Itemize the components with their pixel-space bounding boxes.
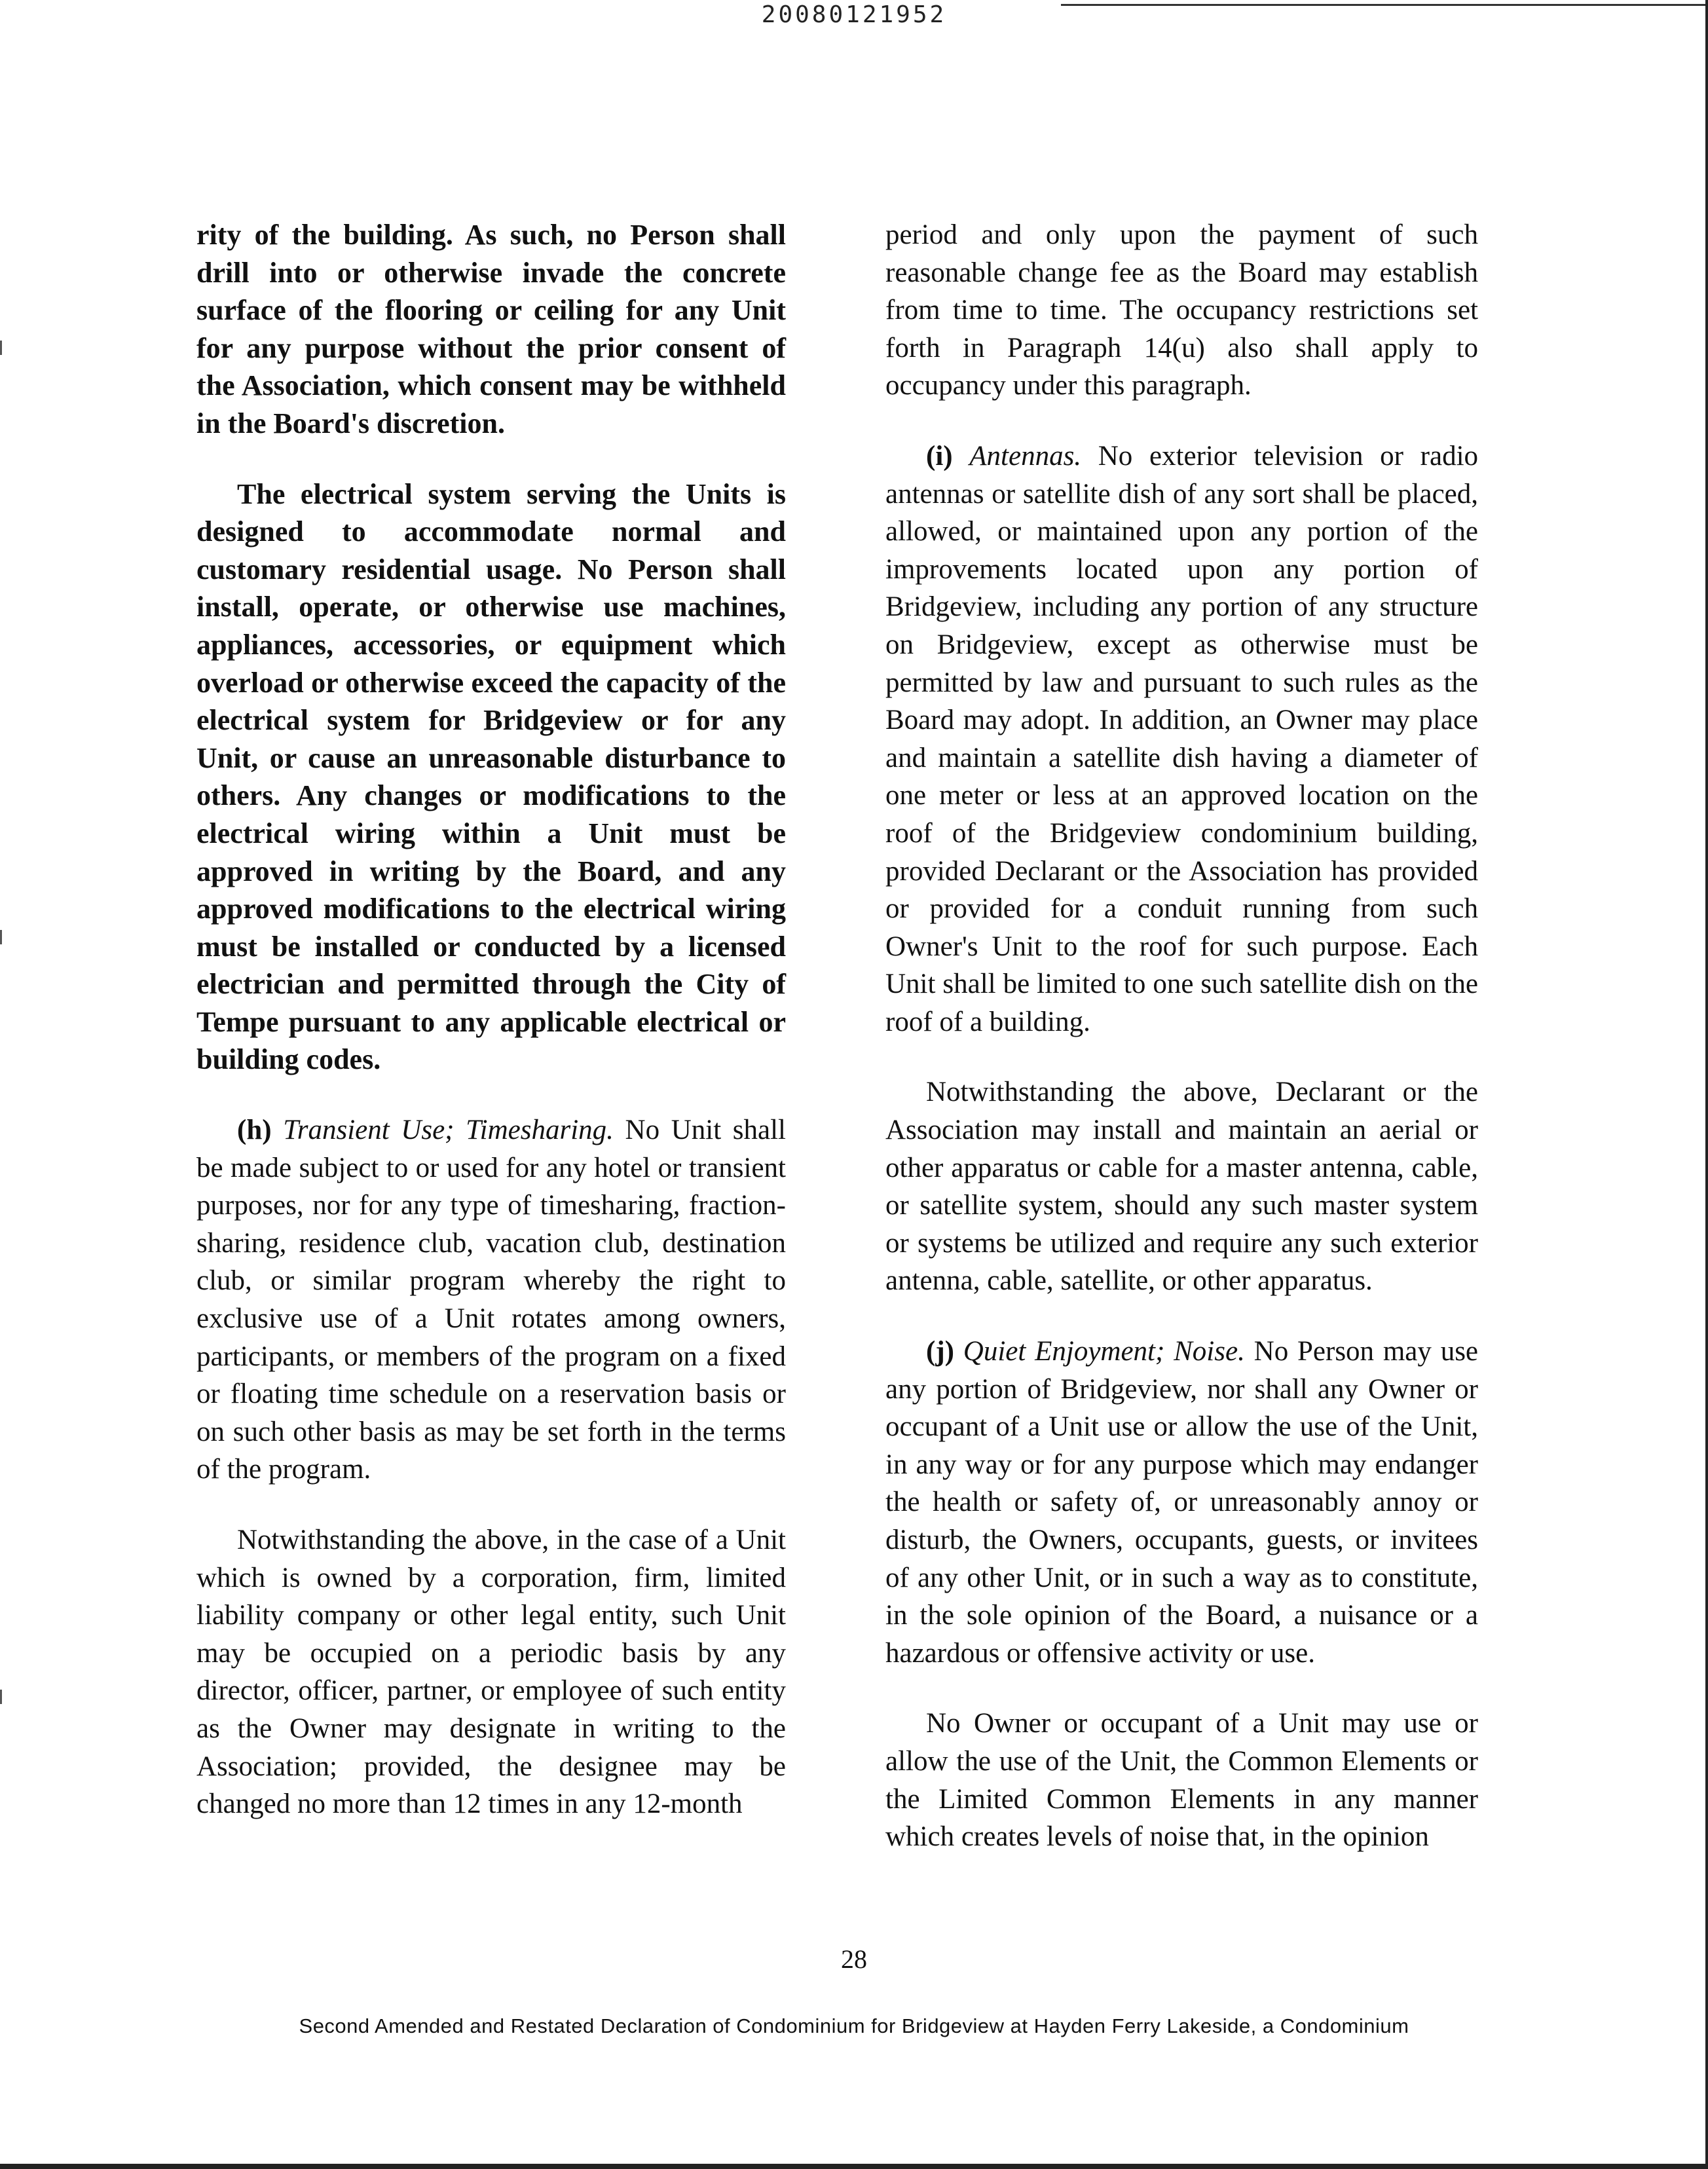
paragraph-noise-levels: No Owner or occupant of a Unit may use or allow the use of the Unit, the Common Elements or the Limited Common Elements in any manner which creates levels of noise that, in the opinion [885, 1708, 1478, 1853]
section-h-number: (h) [237, 1115, 272, 1146]
section-h-title: Transient Use; Timesharing. [283, 1115, 614, 1146]
section-h-transient-use [196, 1111, 786, 1489]
document-number: 20080121952 [761, 1, 947, 28]
paragraph-structural-integrity: rity of the building. As such, no Person shall drill into or otherwise invade the concrete surface of the flooring or ceiling for any Unit for any purpose without the prior consent of the Association, which consent may be withheld in the Board's discretion. [196, 219, 786, 439]
left-column [196, 216, 786, 1856]
section-j-title: Quiet Enjoyment; Noise. [963, 1336, 1245, 1367]
scan-border-bottom [0, 2164, 1708, 2169]
section-j-number: (j) [926, 1336, 954, 1367]
page-number: 28 [841, 1944, 867, 1974]
section-i-number: (i) [926, 440, 953, 472]
section-j-body: No Person may use any portion of Bridgeview, nor shall any Owner or occupant of a Unit use or allow the use of the Unit, in any way or for any purpose which may endanger the health or safety of, or unreasonably annoy or disturb, the Owners, occupants, guests, or invitees of any other Unit, or in such a way as to constitute, in the sole opinion of the Board, a nuisance or a hazardous or offensive activity or use. [885, 1336, 1479, 1669]
document-footer: Second Amended and Restated Declaration of Condominium for Bridgeview at Hayden Ferry Lakeside, a Condominium [299, 2014, 1409, 2037]
right-column [885, 216, 1478, 1889]
section-i-body: No exterior television or radio antennas or satellite dish of any sort shall be placed, allowed, or maintained upon any portion of the improvements located upon any portion of Bridgeview, including any portion of any structure on Bridgeview, except as otherwise must be permitted by law and pursuant to such rules as the Board may adopt. In addition, an Owner may place and maintain a satellite dish having a diameter of one meter or less at an approved location on the roof of the Bridgeview condominium building, provided Declarant or the Association has provided or provided for a conduit running from such Owner's Unit to the roof for such purpose. Each Unit shall be limited to one such satellite dish on the roof of a building. [885, 440, 1479, 1037]
paragraph-corporate-occupancy: Notwithstanding the above, in the case of a Unit which is owned by a corporation, firm, limited liability company or other legal entity, such Unit may be occupied on a periodic basis by any director, officer, partner, or employee of such entity as the Owner may designate in writing to the Association; provided, the designee may be changed no more than 12 times in any 12-month [196, 1525, 786, 1820]
scan-edge-mark [0, 930, 2, 944]
scan-border-right [1705, 0, 1708, 2169]
section-i-antennas [885, 437, 1478, 1041]
section-h-body: No Unit shall be made subject to or used for any hotel or transient purposes, nor for any type of timesharing, fraction-sharing, residence club, vacation club, destination club, or similar program whereby the right to exclusive use of a Unit rotates among owners, participants, or members of the program on a fixed or floating time schedule on a reservation basis or on such other basis as may be set forth in the terms of the program. [196, 1115, 786, 1485]
paragraph-change-fee: period and only upon the payment of such reasonable change fee as the Board may establish from time to time. The occupancy restrictions set forth in Paragraph 14(u) also shall apply to occupancy under this paragraph. [885, 219, 1478, 401]
paragraph-master-antenna: Notwithstanding the above, Declarant or the Association may install and maintain an aerial or other apparatus or cable for a master antenna, cable, or satellite system, should any such master system or systems be utilized and require any such exterior antenna, cable, satellite, or other apparatus. [885, 1077, 1478, 1297]
scan-edge-mark [0, 1690, 2, 1704]
section-j-quiet-enjoyment [885, 1333, 1478, 1672]
section-i-title: Antennas. [969, 440, 1082, 472]
scan-edge-mark [0, 341, 2, 355]
paragraph-electrical-system: The electrical system serving the Units is designed to accommodate normal and customary residential usage. No Person shall install, operate, or otherwise use machines, appliances, accessories, or equipment which overload or otherwise exceed the capacity of the electrical system for Bridgeview or for any Unit, or cause an unreasonable disturbance to others. Any changes or modifications to the electrical wiring within a Unit must be approved in writing by the Board, and any approved modifications to the electrical wiring must be installed or conducted by a licensed electrician and permitted through the City of Tempe pursuant to any applicable electrical or building codes. [196, 477, 786, 1076]
